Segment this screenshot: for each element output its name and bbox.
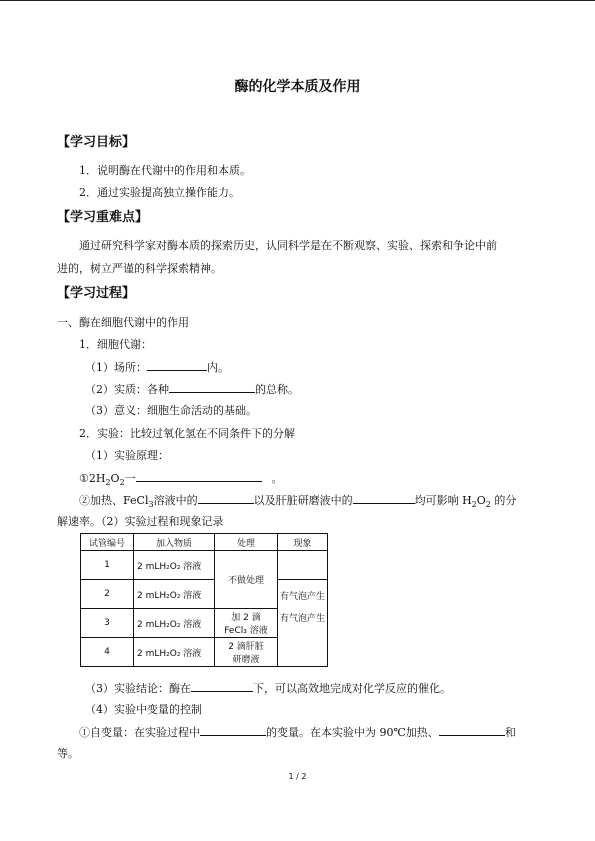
phenomenon-cell[interactable] xyxy=(278,551,328,580)
experiment-title: 2．实验：比较过氧化氢在不同条件下的分解 xyxy=(79,427,295,440)
substance-cell: 2 mLH₂O₂ 溶液 xyxy=(134,580,215,609)
tube-number: 1 xyxy=(81,551,134,580)
variable-line: ①自变量：在实验过程中 的变量。在本实验中为 90℃加热、 和 xyxy=(79,726,516,739)
essence-line: （2）实质：各种 的总称。 xyxy=(85,383,299,396)
treatment-none: 不做处理 xyxy=(215,551,278,609)
page-number: 1 / 2 xyxy=(288,772,307,781)
table-row xyxy=(81,580,328,609)
process-heading: 【学习过程】 xyxy=(57,286,136,301)
treatment-fecl3: 加 2 滴 FeCl₃ 溶液 xyxy=(215,609,278,638)
site-blank[interactable] xyxy=(147,359,207,371)
keypoints-line-1: 通过研究科学家对酶本质的探索历史，认同科学是在不断观察、实验、探索和争论中前 xyxy=(79,239,497,252)
keypoints-heading: 【学习重难点】 xyxy=(57,210,149,225)
variable-blank-2[interactable] xyxy=(439,724,505,736)
substance-cell: 2 mLH₂O₂ 溶液 xyxy=(134,551,215,580)
control-title: （4）实验中变量的控制 xyxy=(85,703,202,716)
col-header-tube: 试管编号 xyxy=(81,534,134,551)
tube-number: 4 xyxy=(81,638,134,667)
substance-cell: 2 mLH₂O₂ 溶液 xyxy=(134,638,215,667)
substance-cell: 2 mLH₂O₂ 溶液 xyxy=(134,609,215,638)
variable-line-2: 等。 xyxy=(57,747,79,760)
tube-number: 2 xyxy=(81,580,134,609)
essence-blank[interactable] xyxy=(169,381,255,393)
phenomenon-text-2: 有气泡产生 xyxy=(280,614,326,624)
phenomenon-text-1: 有气泡产生 xyxy=(280,592,326,602)
site-line: （1）场所： 内。 xyxy=(85,361,229,374)
conclusion-blank[interactable] xyxy=(191,680,253,692)
variable-blank-1[interactable] xyxy=(200,724,266,736)
part-1-title: 一、酶在细胞代谢中的作用 xyxy=(57,316,189,329)
principle-2-line: ②加热、FeCl$_3$溶液中的 以及肝脏研磨液中的 均可影响 $H_2O_2$ 的分 xyxy=(79,494,517,510)
principle-title: （1）实验原理： xyxy=(85,449,169,462)
goal-item-2: 2．通过实验提高独立操作能力。 xyxy=(79,186,240,199)
phenomenon-cell-group xyxy=(278,580,328,667)
meaning-line: （3）意义：细胞生命活动的基础。 xyxy=(85,404,257,417)
equation-blank[interactable] xyxy=(136,470,262,482)
col-header-treatment: 处理 xyxy=(215,534,278,551)
experiment-table xyxy=(80,533,328,667)
table-header-row xyxy=(81,534,328,551)
col-header-phenomenon: 现象 xyxy=(278,534,328,551)
page-top-border xyxy=(0,0,595,1)
goal-item-1: 1．说明酶在代谢中的作用和本质。 xyxy=(79,164,251,177)
keypoints-line-2: 进的，树立严谨的科学探索精神。 xyxy=(57,262,222,275)
table-row xyxy=(81,551,328,580)
equation-line: $①2H_2O_2$一 。 xyxy=(79,472,283,488)
principle-2-line-2: 解速率。（2）实验过程和现象记录 xyxy=(57,515,224,528)
page-title: 酶的化学本质及作用 xyxy=(234,79,361,95)
tube-number: 3 xyxy=(81,609,134,638)
factor-blank-2[interactable] xyxy=(353,492,415,504)
conclusion-line: （3）实验结论：酶在 下，可以高效地完成对化学反应的催化。 xyxy=(85,682,451,695)
factor-blank-1[interactable] xyxy=(198,492,254,504)
goals-heading: 【学习目标】 xyxy=(57,135,136,150)
col-header-substance: 加入物质 xyxy=(134,534,215,551)
treatment-liver: 2 滴肝脏 研磨液 xyxy=(215,638,278,667)
metabolism-title: 1．细胞代谢： xyxy=(79,338,152,351)
